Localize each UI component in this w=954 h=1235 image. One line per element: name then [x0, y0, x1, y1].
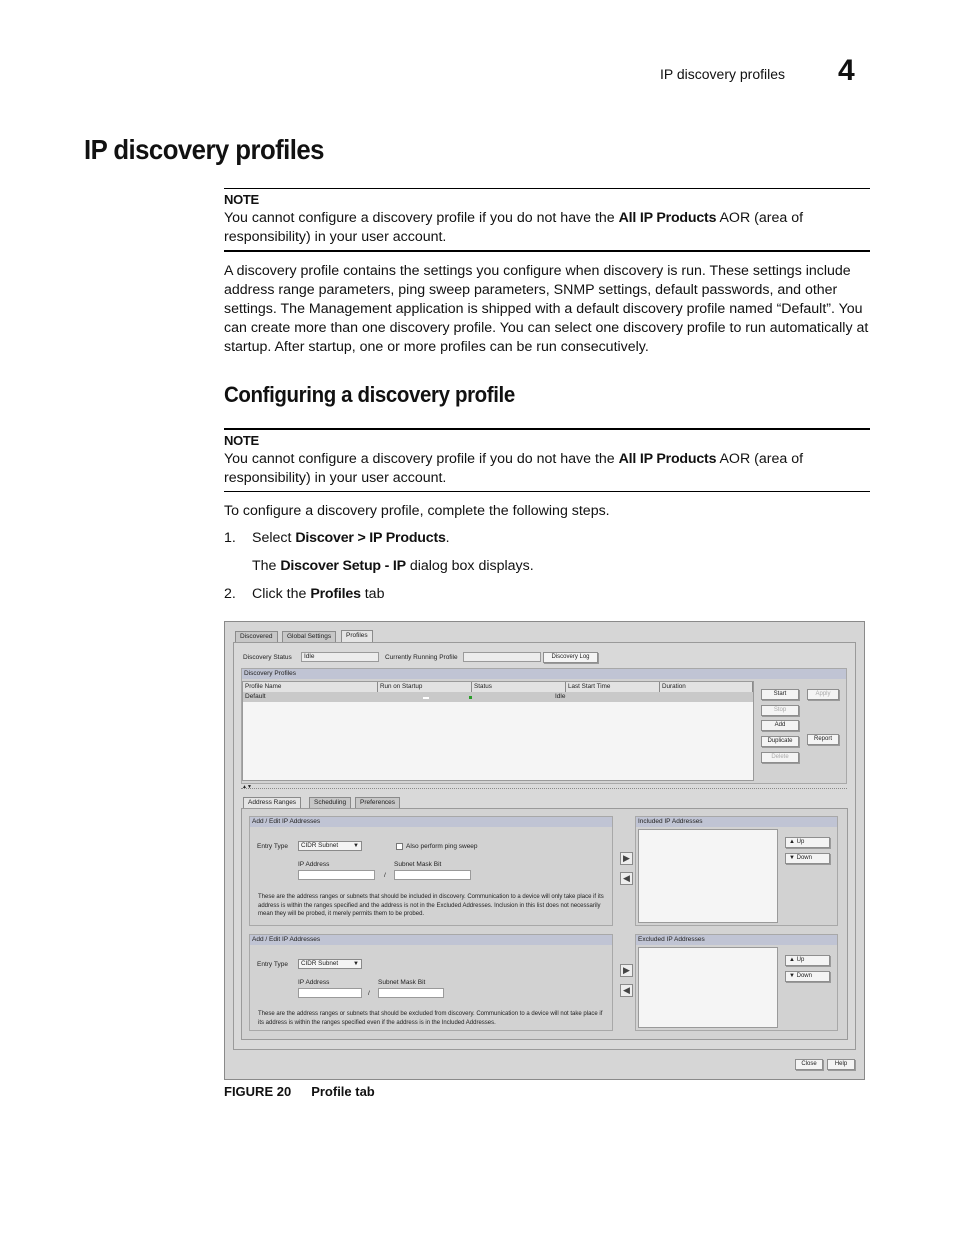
panel-title: Add / Edit IP Addresses: [250, 817, 612, 827]
up-label: Up: [796, 839, 805, 845]
chevron-down-icon: ▼: [353, 843, 359, 849]
include-add-edit-panel: [249, 816, 613, 926]
note-text: You cannot configure a discovery profile if you do not have the All IP Products AOR (area of responsibility) in your user account.: [224, 209, 804, 245]
start-button[interactable]: Start: [761, 689, 799, 700]
remove-from-included-button[interactable]: [620, 872, 633, 885]
note-label: NOTE: [224, 433, 259, 448]
slash-separator: /: [368, 990, 370, 997]
report-button[interactable]: Report: [807, 734, 839, 745]
panel-title: Discovery Profiles: [242, 669, 846, 679]
help-button[interactable]: Help: [827, 1059, 855, 1070]
profile-tab-screenshot: [224, 621, 865, 1080]
entry-type-select[interactable]: [298, 959, 362, 969]
running-profile-label: Currently Running Profile: [385, 654, 458, 661]
arrow-right-icon: ▶: [623, 965, 630, 975]
column-header[interactable]: Run on Startup: [378, 682, 472, 692]
note-top-rule: [224, 428, 870, 430]
splitter-handle[interactable]: [241, 788, 847, 789]
steps-intro: To configure a discovery profile, complete the following steps.: [224, 503, 610, 519]
ip-address-label: IP Address: [298, 979, 330, 986]
arrow-left-icon: ◀: [623, 873, 630, 883]
subnet-mask-input[interactable]: [394, 870, 471, 880]
add-button[interactable]: Add: [761, 720, 799, 731]
stop-button[interactable]: Stop: [761, 705, 799, 716]
down-label: Down: [796, 973, 812, 979]
note-bottom-rule: [224, 491, 870, 492]
included-down-button[interactable]: [785, 853, 830, 864]
status-indicator-icon: [469, 696, 472, 699]
discovery-log-button[interactable]: Discovery Log: [543, 652, 598, 663]
chapter-number: 4: [838, 54, 855, 87]
apply-button[interactable]: Apply: [807, 689, 839, 700]
discovery-status-label: Discovery Status: [243, 654, 292, 661]
excluded-addresses-list[interactable]: [638, 947, 778, 1028]
arrow-down-icon: ▼: [789, 973, 795, 979]
ping-sweep-checkbox[interactable]: [396, 843, 403, 850]
running-header-title: IP discovery profiles: [660, 66, 786, 82]
splitter-arrows-icon[interactable]: ▲▼: [242, 784, 252, 790]
figure-label: FIGURE 20: [224, 1084, 292, 1099]
up-label: Up: [796, 957, 805, 963]
step-number: 1.: [224, 530, 236, 546]
slash-separator: /: [384, 872, 386, 879]
down-label: Down: [796, 855, 812, 861]
duplicate-button[interactable]: Duplicate: [761, 736, 799, 747]
tab-address-ranges[interactable]: Address Ranges: [243, 797, 301, 808]
panel-title: Add / Edit IP Addresses: [250, 935, 612, 945]
subnet-mask-label: Subnet Mask Bit: [378, 979, 426, 986]
note-block-2: [224, 432, 872, 488]
subnet-mask-label: Subnet Mask Bit: [394, 861, 442, 868]
step-2-text: Click the Profiles tab: [252, 586, 385, 602]
step-number: 2.: [224, 586, 236, 602]
tab-global-settings[interactable]: Global Settings: [282, 631, 336, 642]
included-up-button[interactable]: [785, 837, 830, 848]
entry-type-label: Entry Type: [257, 843, 288, 850]
tab-scheduling[interactable]: Scheduling: [309, 797, 351, 808]
profile-name-cell: Default: [245, 693, 266, 700]
entry-type-value: CIDR Subnet: [301, 842, 339, 849]
running-profile-field: [463, 652, 541, 662]
arrow-up-icon: ▲: [789, 957, 795, 963]
remove-from-excluded-button[interactable]: [620, 984, 633, 997]
add-to-excluded-button[interactable]: [620, 964, 633, 977]
note-label: NOTE: [224, 192, 259, 207]
section-heading: Configuring a discovery profile: [224, 382, 515, 407]
panel-title: Excluded IP Addresses: [636, 935, 837, 945]
intro-paragraph: A discovery profile contains the settings you configure when discovery is run. These settings include address range parameters, ping sweep parameters, SNMP settings, default passwords, and other settings. The Management application is shipped with a default discovery profile named “Default”. You can create more than one discovery profile. You can select one discovery profile to run automatically at startup. After startup, one or more profiles can be run consecutively.: [224, 263, 869, 355]
ping-sweep-label: Also perform ping sweep: [406, 843, 478, 850]
note-text: You cannot configure a discovery profile if you do not have the All IP Products AOR (area of responsibility) in your user account.: [224, 450, 804, 486]
excluded-down-button[interactable]: [785, 971, 830, 982]
close-button[interactable]: Close: [795, 1059, 823, 1070]
figure-title: Profile tab: [311, 1084, 375, 1099]
chevron-down-icon: ▼: [353, 961, 359, 967]
arrow-down-icon: ▼: [789, 855, 795, 861]
ip-address-label: IP Address: [298, 861, 330, 868]
profiles-table: [242, 681, 754, 781]
run-on-startup-checkbox[interactable]: [423, 697, 429, 699]
figure-caption: [224, 1084, 375, 1099]
step-1-text: Select Discover > IP Products.: [252, 530, 450, 546]
arrow-left-icon: ◀: [623, 985, 630, 995]
tab-discovered[interactable]: Discovered: [235, 631, 278, 642]
note-block-1: [224, 191, 872, 247]
subnet-mask-input[interactable]: [378, 988, 444, 998]
column-header[interactable]: Last Start Time: [566, 682, 660, 692]
included-addresses-list[interactable]: [638, 829, 778, 923]
exclude-add-edit-panel: [249, 934, 613, 1031]
ip-address-input[interactable]: [298, 870, 375, 880]
tab-preferences[interactable]: Preferences: [355, 797, 400, 808]
add-to-included-button[interactable]: [620, 852, 633, 865]
column-header[interactable]: Profile Name: [243, 682, 378, 692]
panel-title: Included IP Addresses: [636, 817, 837, 827]
delete-button[interactable]: Delete: [761, 752, 799, 763]
note-top-rule: [224, 188, 870, 189]
entry-type-label: Entry Type: [257, 961, 288, 968]
discovery-status-field: Idle: [301, 652, 379, 662]
table-row[interactable]: [243, 692, 753, 702]
note-bottom-rule: [224, 250, 870, 252]
entry-type-select[interactable]: [298, 841, 362, 851]
arrow-up-icon: ▲: [789, 839, 795, 845]
status-cell: Idle: [555, 693, 566, 700]
ip-address-input[interactable]: [298, 988, 362, 998]
exclude-help-text: These are the address ranges or subnets that should be excluded from discovery. Communication to a device will not take place if its address is within the ranges specified even if the address is in the Included Addresses.: [258, 1011, 603, 1026]
entry-type-value: CIDR Subnet: [301, 960, 339, 967]
excluded-up-button[interactable]: [785, 955, 830, 966]
column-header[interactable]: Duration: [660, 682, 753, 692]
arrow-right-icon: ▶: [623, 853, 630, 863]
column-header[interactable]: Status: [472, 682, 566, 692]
tab-profiles[interactable]: Profiles: [341, 630, 373, 642]
step-1-result: The Discover Setup - IP dialog box displays.: [252, 558, 534, 574]
page-title: IP discovery profiles: [84, 134, 324, 165]
include-help-text: These are the address ranges or subnets that should be included in discovery. Communication to a device will only take place if its address is within the ranges specified and the address is not in the Excluded Addresses. Inclusion in this list does not necessarily mean they will be probed, it merely permits them to be probed.: [258, 894, 604, 917]
